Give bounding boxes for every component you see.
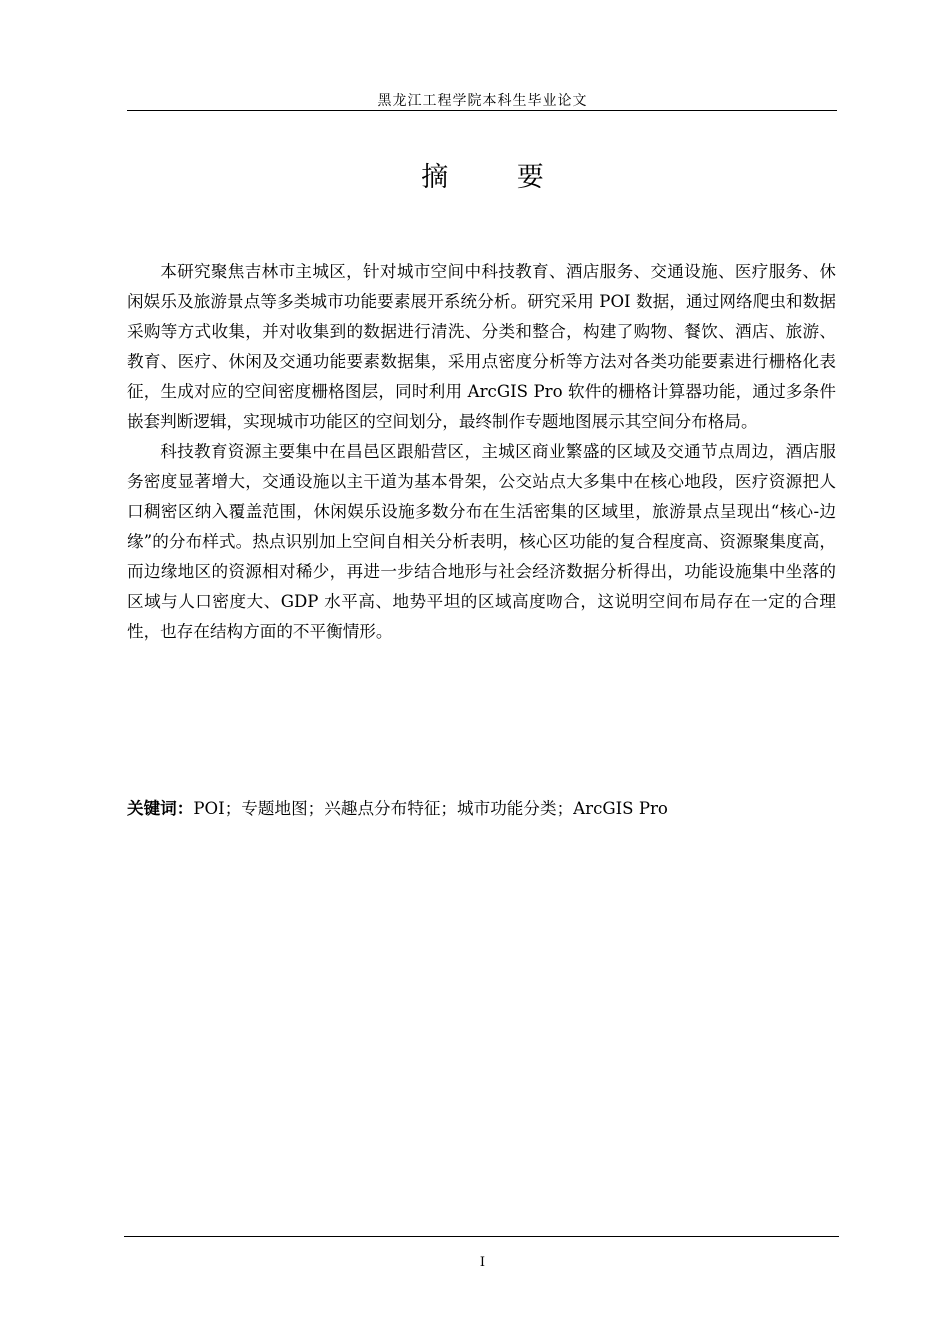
abstract-body [127,257,836,647]
footer-divider [124,1236,839,1237]
abstract-paragraph-2: 科技教育资源主要集中在昌邑区跟船营区，主城区商业繁盛的区域及交通节点周边，酒店服务密度显著增大，交通设施以主干道为基本骨架，公交站点大多集中在核心地段，医疗资源把人口稠密区纳入覆盖范围，休闲娱乐设施多数分布在生活密集的区域里，旅游景点呈现出“核心-边缘”的分布样式。热点识别加上空间自相关分析表明，核心区功能的复合程度高、资源聚集度高，而边缘地区的资源相对稀少，再进一步结合地形与社会经济数据分析得出，功能设施集中坐落的区域与人口密度大、GDP 水平高、地势平坦的区域高度吻合，这说明空间布局存在一定的合理性，也存在结构方面的不平衡情形。 [127,442,836,641]
keywords-label: 关键词： [127,799,194,818]
abstract-paragraph-1: 本研究聚焦吉林市主城区，针对城市空间中科技教育、酒店服务、交通设施、医疗服务、休闲娱乐及旅游景点等多类城市功能要素展开系统分析。研究采用 POI 数据，通过网络爬虫和数据采购等方式收集，并对收集到的数据进行清洗、分类和整合，构建了购物、餐饮、酒店、旅游、教育、医疗、休闲及交通功能要素数据集，采用点密度分析等方法对各类功能要素进行栅格化表征，生成对应的空间密度栅格图层，同时利用 ArcGIS Pro 软件的栅格计算器功能，通过多条件嵌套判断逻辑，实现城市功能区的空间划分，最终制作专题地图展示其空间分布格局。 [127,262,836,431]
keywords-text: POI；专题地图；兴趣点分布特征；城市功能分类；ArcGIS Pro [193,799,668,818]
header-divider [127,110,837,111]
keywords-line [127,794,836,824]
abstract-heading: 摘 要 [421,162,574,193]
page-number: I [479,1255,486,1270]
running-header: 黑龙江工程学院本科生毕业论文 [377,93,588,109]
